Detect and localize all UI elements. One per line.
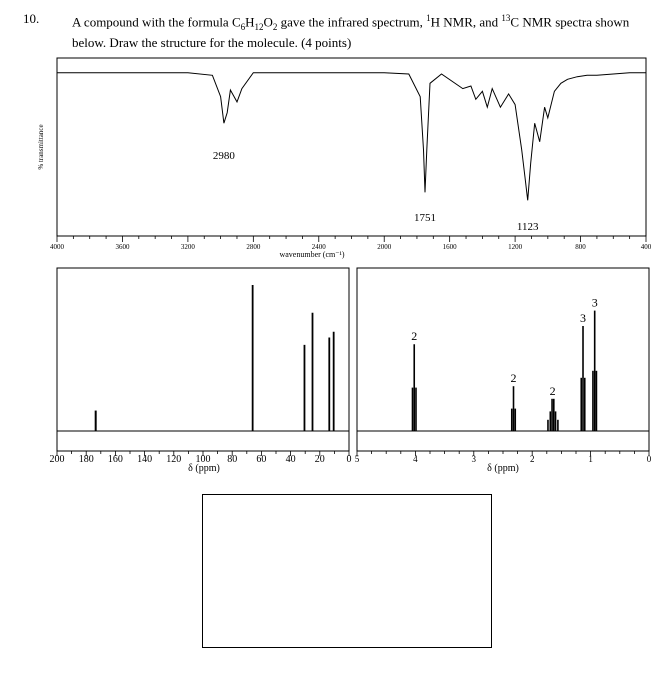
c13-tick-label: 100 (195, 454, 211, 465)
h1-integration-label: 2 (549, 383, 556, 398)
ir-peak-label: 1751 (413, 212, 436, 224)
h1-integration-label: 2 (411, 329, 418, 344)
ir-tick-label: 400 (640, 243, 652, 251)
c13-tick-label: 20 (314, 454, 325, 465)
ir-x-axis-label: wavenumber (cm⁻¹) (279, 250, 345, 259)
c13-tick-label: 120 (166, 454, 182, 465)
h1-integration-label: 3 (591, 295, 598, 310)
ir-y-axis-label: % transmittance (37, 124, 45, 170)
c13-tick-label: 180 (78, 454, 94, 465)
ir-tick-label: 2000 (377, 243, 392, 251)
h1-frame (357, 268, 649, 451)
answer-box[interactable] (202, 494, 492, 648)
h1-spectrum (355, 268, 652, 474)
ir-peak-label: 1123 (516, 221, 539, 233)
c13-tick-label: 80 (227, 454, 238, 465)
ir-tick-label: 4000 (50, 243, 64, 251)
h1-tick-label: 2 (529, 454, 535, 464)
ir-tick-label: 1200 (508, 243, 523, 251)
c13-tick-label: 40 (285, 454, 296, 465)
h1-integration-label: 3 (580, 311, 587, 325)
c13-tick-label: 140 (137, 454, 153, 465)
ir-peak-label: 2980 (212, 150, 235, 162)
ir-spectrum (37, 58, 652, 259)
ir-tick-label: 1600 (442, 243, 457, 251)
c13-tick-label: 200 (49, 454, 65, 465)
h1-tick-label: 0 (646, 454, 652, 464)
c13-tick-label: 60 (256, 454, 267, 465)
ir-tick-label: 800 (575, 243, 586, 251)
h1-tick-label: 1 (588, 454, 593, 464)
question-text: A compound with the formula $C_6H_{12}O_2$ gave the infrared spectrum, $^1$H NMR, and $^{13}$C NMR spectra shown below. Draw the structure for the molecule. (4 points) (72, 13, 630, 50)
ir-tick-label: 3600 (115, 243, 130, 251)
c13-tick-label: 0 (346, 454, 352, 465)
ir-tick-label: 2400 (311, 243, 326, 251)
c13-x-axis-label: δ (ppm) (188, 463, 220, 474)
h1-tick-label: 5 (354, 454, 360, 464)
c13-spectrum (50, 268, 352, 474)
h1-tick-label: 3 (471, 454, 477, 464)
question-number: 10. (23, 11, 40, 26)
c13-tick-label: 160 (107, 454, 123, 465)
h1-x-axis-label: δ (ppm) (487, 463, 519, 474)
ir-tick-label: 3200 (180, 243, 195, 251)
ir-tick-label: 2800 (246, 243, 261, 251)
h1-tick-label: 4 (413, 454, 418, 464)
ir-trace (57, 73, 646, 201)
h1-integration-label: 2 (510, 371, 517, 386)
ir-frame (57, 58, 646, 236)
